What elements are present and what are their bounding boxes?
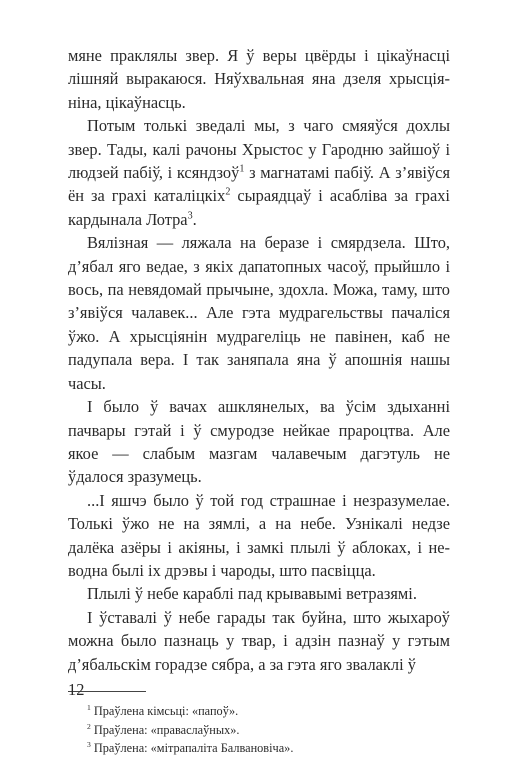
paragraph-2-part-b: з магнатамі пабіў. А з’явіўся ён за грахі каталіцкіх xyxy=(68,163,450,206)
paragraph-3: Вялізная — ляжала на беразе і смярдзела. Што, д’ябал яго ведае, з якіх дапатопных часоў, прыйшло і вось, па невядомай прычыне, здохла. Можа, таму, што з’явіўся чалавек... Але гэта мудрагельствы пачаліся ўжо. А хрысціянін мудрагеліць не павінен, каб не падупала вера. І так заняпала яна ў апошнія нашы часы. xyxy=(68,233,450,393)
footnote-2 xyxy=(68,721,450,740)
paragraph-5: ...І яшчэ было ў той год страшнае і незразумелае. Толькі ўжо не на зямлі, а на небе. Узнікалі недзе далёка азёры і акіяны, і замкі плылі ў аблоках, і неводна былі іх дрэвы і чароды, што пасвіцца. xyxy=(68,490,450,580)
paragraph-2-part-a: Потым толькі зведалі мы, з чаго смяяўся дохлы звер. Тады, калі рачоны Хрыстос у Гародню зайшоў і людзей пабіў, і ксяндзоў xyxy=(68,116,450,183)
footnote-text-3: Праўлена: «мітрапаліта Балвановіча». xyxy=(90,741,294,756)
paragraph-6: Плылі ў небе караблі пад крывавымі ветразямі. xyxy=(87,584,417,604)
footnote-number-3: 3 xyxy=(87,740,91,750)
paragraph-2 xyxy=(68,114,450,231)
footnote-text-1: Праўлена кімсьці: «папоў». xyxy=(90,703,239,718)
footnote-number-1: 1 xyxy=(87,702,91,712)
paragraph-2-part-c: сыраядцаў і асабліва за грахі кардынала Лотра xyxy=(68,186,450,229)
paragraph-7: І ўставалі ў небе гарады так буйна, што жыхароў можна было пазнаць у твар, і адзін пазнаў у гэтым д’ябальскім горадзе сябра, а за гэта яго звалаклі ў xyxy=(68,607,450,674)
footnote-1 xyxy=(68,702,450,721)
footnote-ref-2[interactable]: 2 xyxy=(225,186,231,198)
paragraph-2-part-d: . xyxy=(192,209,197,229)
footnote-3 xyxy=(68,739,450,758)
footnote-text-2: Праўлена: «праваслаўных». xyxy=(90,722,240,737)
page-number: 12 xyxy=(68,680,85,699)
page-body xyxy=(68,44,450,758)
paragraph-4: І было ў вачах ашклянелых, ва ўсім здыханні пачвары гэтай і ў смуродзе нейкае прароцтва. Але якое — слабым мазгам чалавечым дагэтуль не ўдалося зразумець. xyxy=(68,397,450,487)
footnote-number-2: 2 xyxy=(87,721,91,731)
footnote-ref-3[interactable]: 3 xyxy=(187,210,193,222)
paragraph-1: мяне праклялы звер. Я ў веры цвёрды і цікаўнасці лішняй выракаюся. Няўхвальная яна дзеля хрысціяніна, цікаўнасць. xyxy=(68,46,450,112)
footnote-ref-1[interactable]: 1 xyxy=(239,163,245,175)
